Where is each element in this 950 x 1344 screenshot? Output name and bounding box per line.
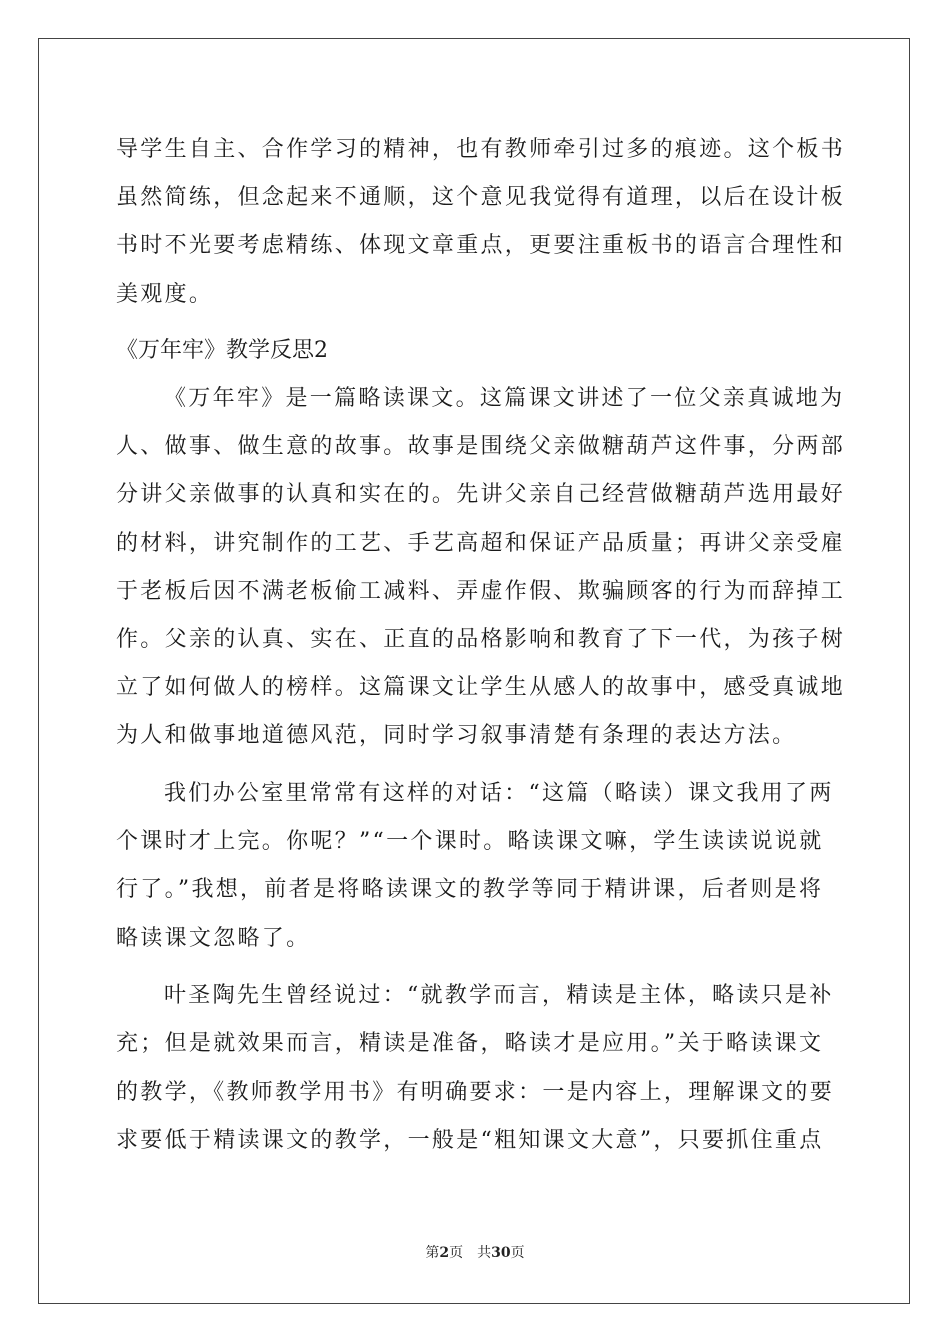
- body-text-line: 个课时才上完。你呢？”“一个课时。略读课文嘛，学生读读说说就: [116, 829, 824, 854]
- body-text-line: 人、做事、做生意的故事。故事是围绕父亲做糖葫芦这件事，分两部: [116, 434, 846, 459]
- body-text-line: 的教学，《教师教学用书》有明确要求：一是内容上，理解课文的要: [116, 1080, 835, 1105]
- body-text-line: 虽然简练，但念起来不通顺，这个意见我觉得有道理，以后在设计板: [116, 185, 846, 210]
- page-footer: [0, 1244, 950, 1262]
- body-text-line: 求要低于精读课文的教学，一般是“粗知课文大意”，只要抓住重点: [116, 1128, 824, 1153]
- body-text-line: 美观度。: [116, 282, 214, 307]
- total-prefix: 共: [477, 1245, 492, 1261]
- body-text-line: 立了如何做人的榜样。这篇课文让学生从感人的故事中，感受真诚地: [116, 675, 846, 700]
- page-suffix: 页: [449, 1245, 464, 1261]
- body-text-line: 的材料，讲究制作的工艺、手艺高超和保证产品质量；再讲父亲受雇: [116, 531, 846, 556]
- body-text-line: 行了。”我想，前者是将略读课文的教学等同于精讲课，后者则是将: [116, 877, 824, 902]
- page-prefix: 第: [425, 1245, 440, 1261]
- body-text-line: 分讲父亲做事的认真和实在的。先讲父亲自己经营做糖葫芦选用最好: [116, 482, 846, 507]
- body-text-line: 略读课文忽略了。: [116, 926, 311, 951]
- body-text-line: 为人和做事地道德风范，同时学习叙事清楚有条理的表达方法。: [116, 723, 797, 748]
- body-text-line: 书时不光要考虑精练、体现文章重点，更要注重板书的语言合理性和: [116, 233, 846, 258]
- body-text-line: 导学生自主、合作学习的精神，也有教师牵引过多的痕迹。这个板书: [116, 137, 846, 162]
- body-text-line: 充；但是就效果而言，精读是准备，略读才是应用。”关于略读课文: [116, 1031, 824, 1056]
- page-border: [38, 38, 910, 1304]
- total-pages: 30: [491, 1245, 511, 1261]
- body-text-line: 我们办公室里常常有这样的对话：“这篇（略读）课文我用了两: [164, 781, 834, 806]
- body-text-line: 《万年牢》是一篇略读课文。这篇课文讲述了一位父亲真诚地为: [164, 386, 845, 411]
- body-text-line: 于老板后因不满老板偷工减料、弄虚作假、欺骗顾客的行为而辞掉工: [116, 579, 846, 604]
- page-number: 2: [439, 1245, 450, 1261]
- body-text-line: 叶圣陶先生曾经说过：“就教学而言，精读是主体，略读只是补: [164, 983, 834, 1008]
- total-suffix: 页: [510, 1245, 525, 1261]
- body-text-line: 作。父亲的认真、实在、正直的品格影响和教育了下一代，为孩子树: [116, 627, 846, 652]
- section-heading: 《万年牢》教学反思2: [116, 338, 328, 363]
